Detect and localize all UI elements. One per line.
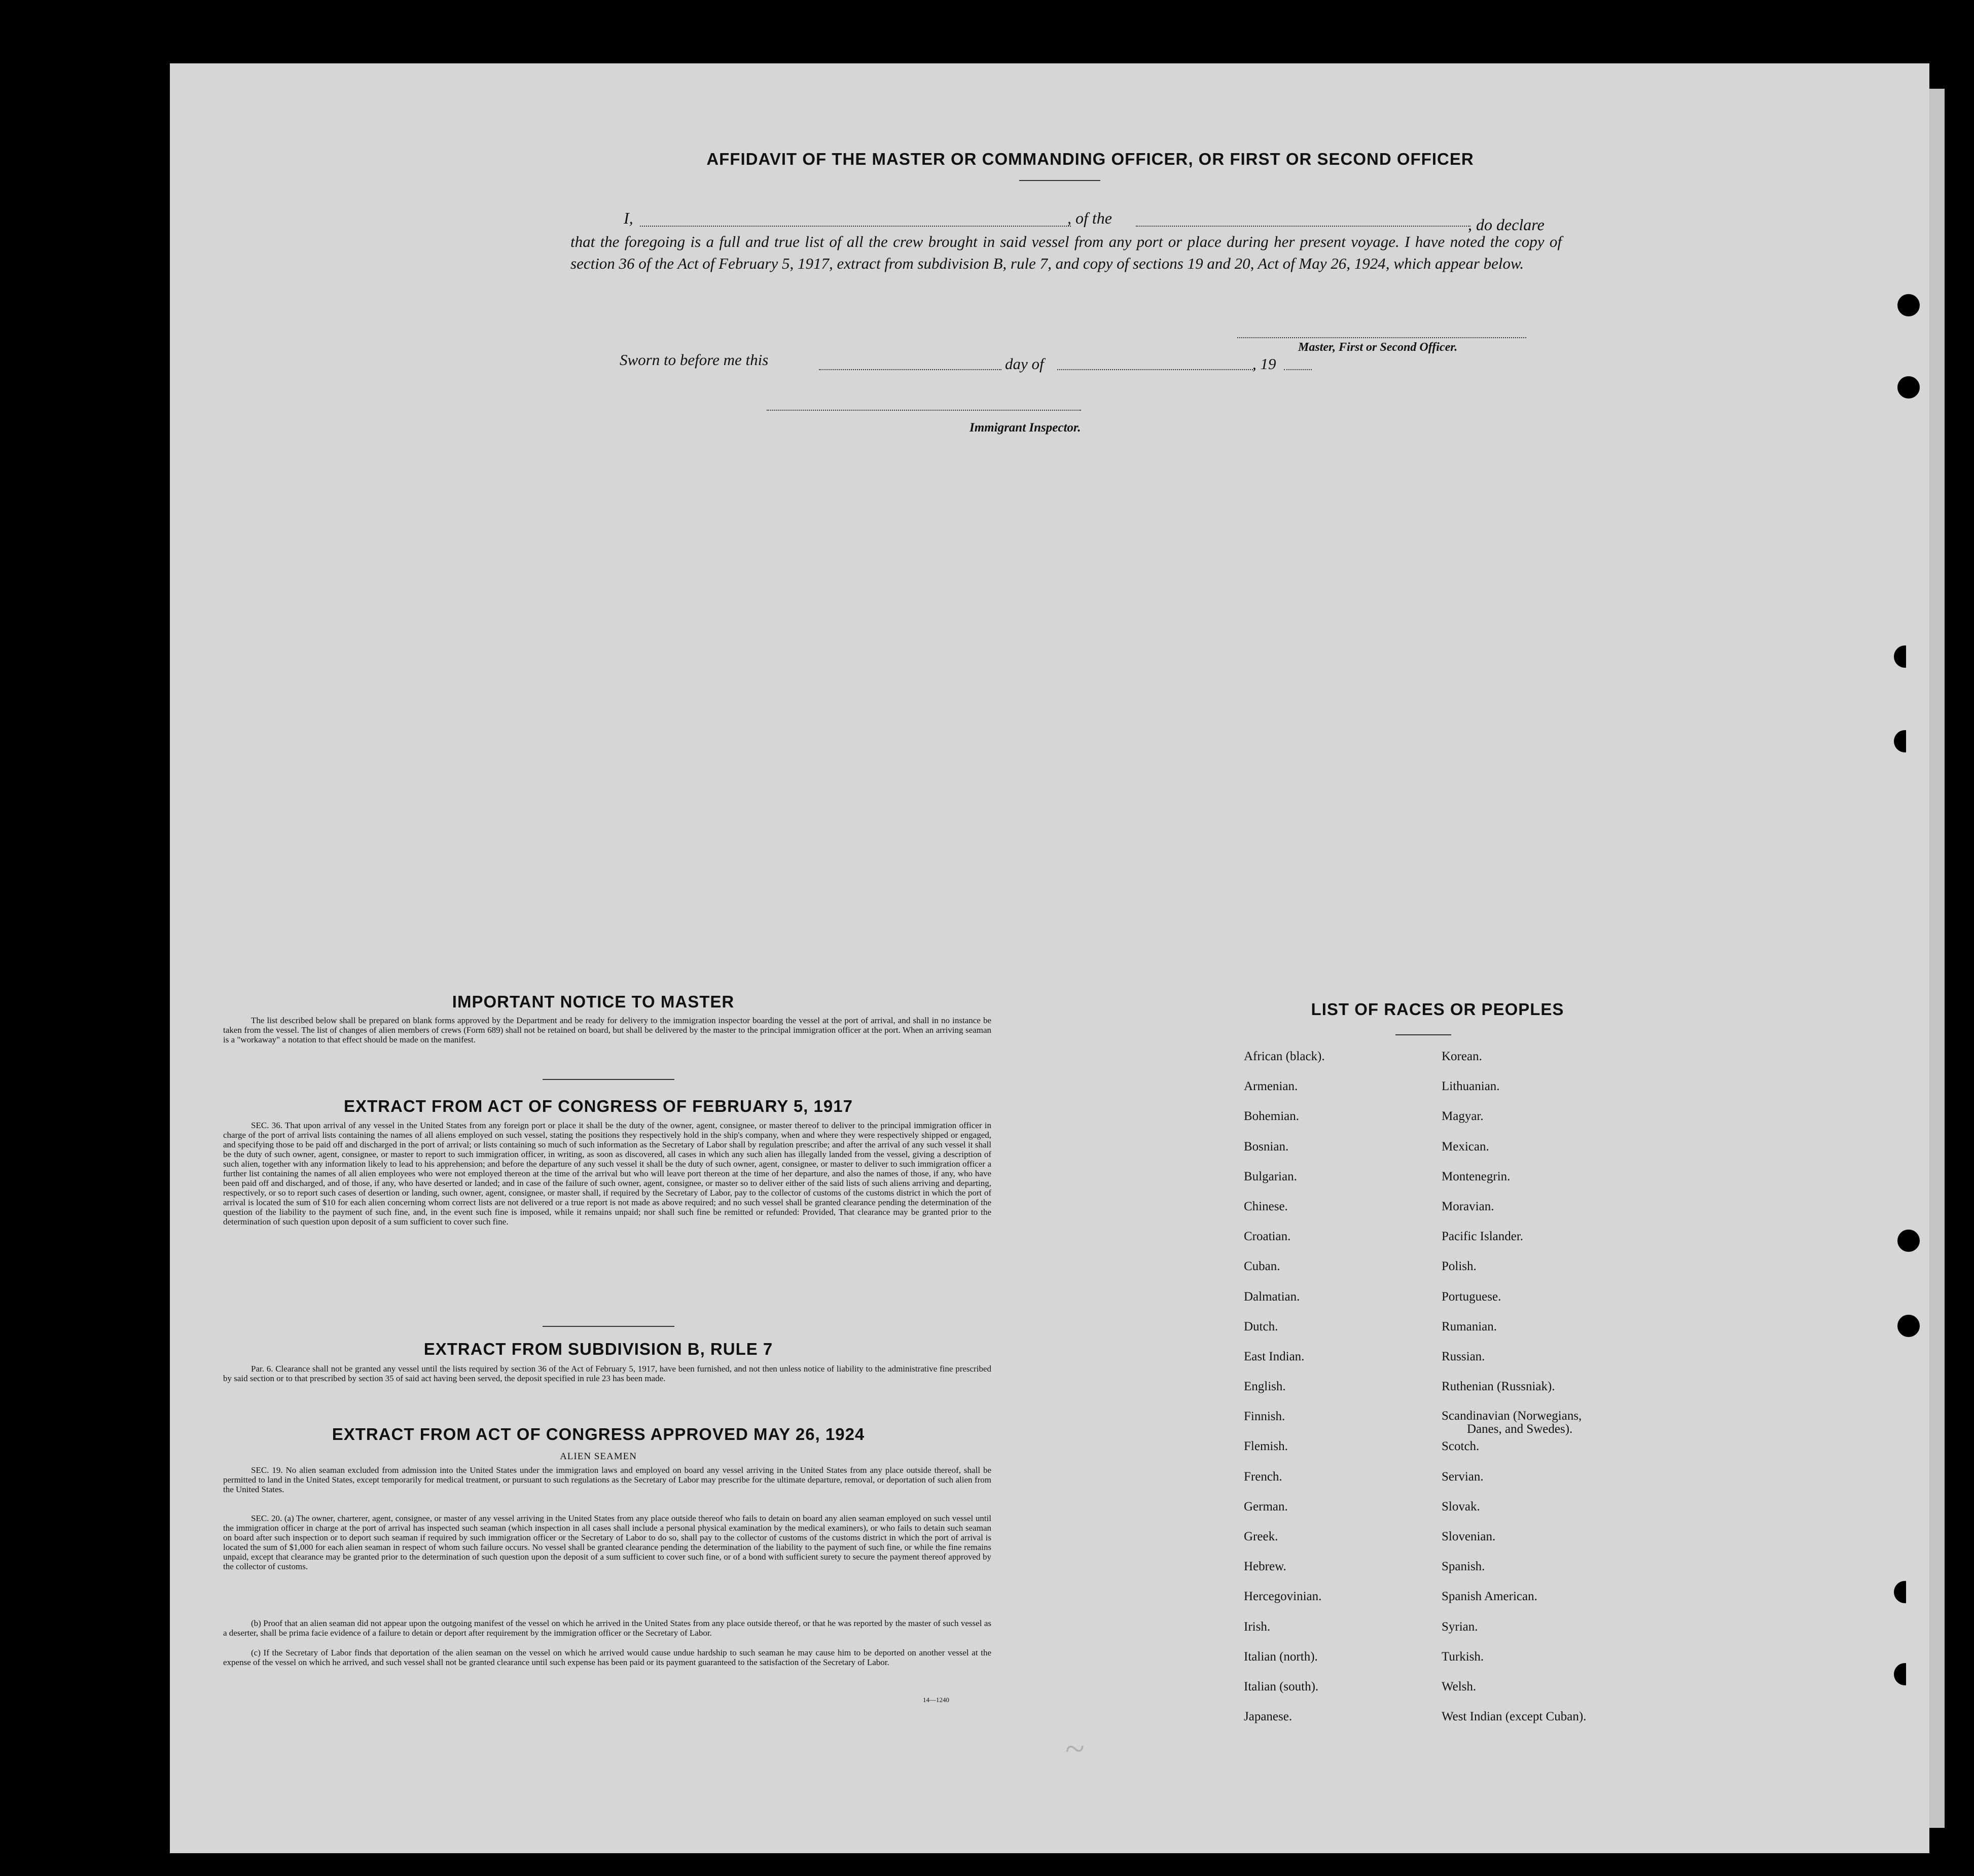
race-item: Finnish. xyxy=(1244,1410,1285,1424)
race-item: German. xyxy=(1244,1499,1288,1513)
race-item: Magyar. xyxy=(1442,1109,1484,1124)
form-number: 14—1240 xyxy=(923,1696,949,1704)
extract-1924-title: EXTRACT FROM ACT OF CONGRESS APPROVED MAY 26, 1924 xyxy=(332,1425,865,1444)
vessel-blank[interactable] xyxy=(1136,226,1470,227)
race-item: Dalmatian. xyxy=(1244,1289,1300,1304)
race-item: Moravian. xyxy=(1442,1199,1494,1213)
race-item: Mexican. xyxy=(1442,1139,1489,1153)
race-item: African (black). xyxy=(1244,1050,1325,1063)
race-item: Slovak. xyxy=(1442,1499,1480,1513)
extract-1924-subtitle: ALIEN SEAMEN xyxy=(560,1451,637,1462)
inspector-signature-line[interactable] xyxy=(767,410,1081,411)
divider xyxy=(543,1326,674,1327)
races-title: LIST OF RACES OR PEOPLES xyxy=(1311,1000,1564,1019)
bleed-through-signature: ~ xyxy=(1065,1729,1084,1769)
affidavit-i: I, xyxy=(624,209,633,227)
inspector-label: Immigrant Inspector. xyxy=(970,421,1081,435)
sworn-year-blank[interactable] xyxy=(1284,369,1312,370)
race-item: Hebrew. xyxy=(1244,1560,1286,1574)
race-item: Slovenian. xyxy=(1442,1530,1496,1543)
race-item: English. xyxy=(1244,1380,1286,1394)
race-item: Chinese. xyxy=(1244,1199,1288,1213)
affidavit-body: that the foregoing is a full and true list of all the crew brought in said vessel from any port or place during her present voyage. I have noted the copy of section 36 of the Act of February 5, 1917, extract from subdivision B, rule 7, and copy of sections 19 and 20, Act of May 26, 1924, which appear below. xyxy=(570,233,1562,272)
divider xyxy=(543,1079,674,1080)
punch-hole xyxy=(1897,1315,1920,1337)
race-item: Bohemian. xyxy=(1244,1109,1300,1124)
race-item: Ruthenian (Russniak). xyxy=(1442,1380,1555,1394)
race-item: French. xyxy=(1244,1469,1282,1484)
extract-1917-body: SEC. 36. That upon arrival of any vessel in the United States from any foreign port or place it shall be the duty of the owner, agent, consignee, or master thereof to deliver to the principal immigration officer in charge of the port of arrival lists containing the names of all aliens employed on such vessel, stating the positions they respectively hold in the ship's company, when and where they were respectively shipped or engaged, and specifying those to be paid off and discharged in the port of arrival; or lists containing so much of such information as the Secretary of Labor shall by regulation prescribe; and after the arrival of any such vessel it shall be the duty of such owner, agent, consignee, or master to report to such immigration officer, in writing, as soon as discovered, all cases in which any such alien has illegally landed from the vessel, giving a description of such alien, together with any information likely to lead to his apprehension; and before the departure of any such vessel it shall be the duty of such owner, agent, consignee, or master to deliver to such immigration officer a further list containing the names of all alien employees who were not employed thereon at the time of the arrival but who will leave port thereon at the time of her departure, and also the names of those, if any, who have been paid off and discharged, and of those, if any, who have deserted or landed; and in case of the failure of such owner, agent, consignee, or master so to deliver either of the said lists of such aliens arriving and departing, respectively, or so to report such cases of desertion or landing, such owner, agent, consignee, or master shall, if required by the Secretary of Labor, pay to the collector of customs of the customs district in which the port of arrival is located the sum of $10 for each alien concerning whom correct lists are not delivered or a true report is not made as above required; and no such vessel shall be granted clearance pending the determination of the question of the liability to the payment of such fine, and, in the event such fine is imposed, while it remains unpaid; nor shall such fine be remitted or refunded: Provided, That clearance may be granted prior to the determination of such question upon deposit of a sum sufficient to cover such fine. xyxy=(223,1121,991,1226)
sec19-body: SEC. 19. No alien seaman excluded from admission into the United States under the immigration laws and employed on board any vessel arriving in the United States from any place outside thereof, shall be permitted to land in the United States, except temporarily for medical treatment, or pursuant to such regulations as the Secretary of Labor may prescribe for the ultimate departure, removal, or deportation of such alien from the United States. xyxy=(223,1465,991,1494)
sec20b-body: (b) Proof that an alien seaman did not appear upon the outgoing manifest of the vessel on which he arrived in the United States from any place outside thereof, or that he was reported by the master of such vessel as a deserter, shall be prima facie evidence of a failure to detain or deport after requirement by the immigration officer or the Secretary of Labor. xyxy=(223,1618,991,1638)
sworn-day-blank[interactable] xyxy=(819,369,1001,370)
sworn-prefix: Sworn to before me this xyxy=(620,351,769,369)
notice-title: IMPORTANT NOTICE TO MASTER xyxy=(452,992,735,1011)
affidavit-declare: , do declare xyxy=(1468,215,1545,234)
divider xyxy=(1019,180,1100,181)
race-item: Korean. xyxy=(1442,1050,1482,1063)
race-item: Bosnian. xyxy=(1244,1139,1289,1153)
master-signature-label: Master, First or Second Officer. xyxy=(1298,341,1458,354)
races-left-column xyxy=(1244,1050,1426,1740)
divider xyxy=(1395,1034,1451,1035)
sworn-month-blank[interactable] xyxy=(1057,369,1255,370)
race-item: East Indian. xyxy=(1244,1349,1305,1363)
race-item: Bulgarian. xyxy=(1244,1169,1297,1183)
race-item: Flemish. xyxy=(1244,1439,1288,1454)
master-signature-line[interactable] xyxy=(1237,337,1526,338)
race-item: Greek. xyxy=(1244,1530,1278,1543)
race-item: Rumanian. xyxy=(1442,1319,1497,1333)
race-item: West Indian (except Cuban). xyxy=(1442,1710,1587,1724)
races-right-column xyxy=(1442,1050,1685,1740)
punch-hole xyxy=(1894,645,1916,668)
sworn-year: , 19 xyxy=(1252,355,1276,373)
race-item-line2: Danes, and Swedes). xyxy=(1467,1422,1573,1436)
punch-hole xyxy=(1897,294,1920,316)
race-item: Welsh. xyxy=(1442,1679,1477,1693)
race-item: Montenegrin. xyxy=(1442,1169,1511,1183)
sec20a-body: SEC. 20. (a) The owner, charterer, agent, consignee, or master of any vessel arriving in the United States from any place outside thereof who fails to detain on board any alien seaman employed on such vessel until the immigration officer in charge at the port of arrival has inspected such seaman (which inspection in all cases shall include a personal physical examination by the medical examiners), or who fails to detain such seaman on board after such inspection or to deport such seaman if required by such immigration officer or the Secretary of Labor to do so, shall pay to the collector of customs of the customs district in which the port of arrival is located the sum of $1,000 for each alien seaman in respect of whom such failure occurs. No vessel shall be granted clearance pending the determination of the liability to the payment of such fine, or while the fine remains unpaid, except that clearance may be granted prior to the determination of such question upon the deposit of a sum sufficient to cover such fine, or of a bond with sufficient surety to secure the payment thereof approved by the collector of customs. xyxy=(223,1513,991,1571)
page-edge xyxy=(1929,89,1945,1828)
race-item: Japanese. xyxy=(1244,1710,1293,1724)
race-item: Turkish. xyxy=(1442,1649,1484,1664)
race-item: Irish. xyxy=(1244,1619,1271,1634)
race-item: Italian (north). xyxy=(1244,1649,1318,1664)
notice-body: The list described below shall be prepared on blank forms approved by the Department and be ready for delivery to the immigration inspector boarding the vessel at the port of arrival, and shall in no instance be taken from the vessel. The list of changes of alien members of crews (Form 689) shall not be retained on board, but shall be delivered by the master to the principal immigration officer at the port. When an arriving seaman is a "workaway" a notation to that effect should be made on the manifest. xyxy=(223,1016,991,1044)
race-item: Scotch. xyxy=(1442,1439,1480,1454)
race-item: Dutch. xyxy=(1244,1319,1278,1333)
rule7-title: EXTRACT FROM SUBDIVISION B, RULE 7 xyxy=(423,1340,773,1358)
race-item: Hercegovinian. xyxy=(1244,1590,1322,1604)
extract-1917-title: EXTRACT FROM ACT OF CONGRESS OF FEBRUARY 5, 1917 xyxy=(344,1097,853,1115)
race-item-line1: Scandinavian (Norwegians, xyxy=(1442,1409,1582,1423)
race-item: Spanish. xyxy=(1442,1560,1485,1574)
race-item: Polish. xyxy=(1442,1259,1477,1274)
race-item: Portuguese. xyxy=(1442,1289,1501,1304)
sworn-day-of: day of xyxy=(1005,355,1044,373)
affidavit-title: AFFIDAVIT OF THE MASTER OR COMMANDING OFFICER, OR FIRST OR SECOND OFFICER xyxy=(706,150,1474,168)
race-item: Italian (south). xyxy=(1244,1679,1319,1693)
race-item xyxy=(1442,1410,1685,1439)
rule7-body: Par. 6. Clearance shall not be granted any vessel until the lists required by section 36 of the Act of February 5, 1917, have been furnished, and not then unless notice of liability to the administrative fine prescribed by said section or to that prescribed by section 35 of said act having been served, the deposit specified in rule 23 has been made. xyxy=(223,1364,991,1383)
race-item: Armenian. xyxy=(1244,1079,1298,1094)
punch-hole xyxy=(1897,376,1920,399)
race-item: Lithuanian. xyxy=(1442,1079,1500,1094)
race-item: Syrian. xyxy=(1442,1619,1478,1634)
punch-hole xyxy=(1897,1230,1920,1252)
punch-hole xyxy=(1894,730,1916,752)
race-item: Cuban. xyxy=(1244,1259,1280,1274)
sec20c-body: (c) If the Secretary of Labor finds that deportation of the alien seaman on the vessel on which he arrived would cause undue hardship to such seaman he may cause him to be deported on another vessel at the expense of the vessel on which he arrived, and such vessel shall not be granted clearance until such expense has been paid or its payment guaranteed to the satisfaction of the Secretary of Labor. xyxy=(223,1648,991,1667)
race-item: Russian. xyxy=(1442,1349,1485,1363)
affidavit-of-the: , of the xyxy=(1067,209,1112,227)
race-item: Pacific Islander. xyxy=(1442,1230,1524,1244)
race-item: Spanish American. xyxy=(1442,1590,1537,1604)
punch-hole xyxy=(1894,1663,1916,1685)
race-item: Croatian. xyxy=(1244,1230,1291,1244)
race-item: Servian. xyxy=(1442,1469,1484,1484)
punch-hole xyxy=(1894,1581,1916,1603)
name-blank[interactable] xyxy=(640,226,1071,227)
